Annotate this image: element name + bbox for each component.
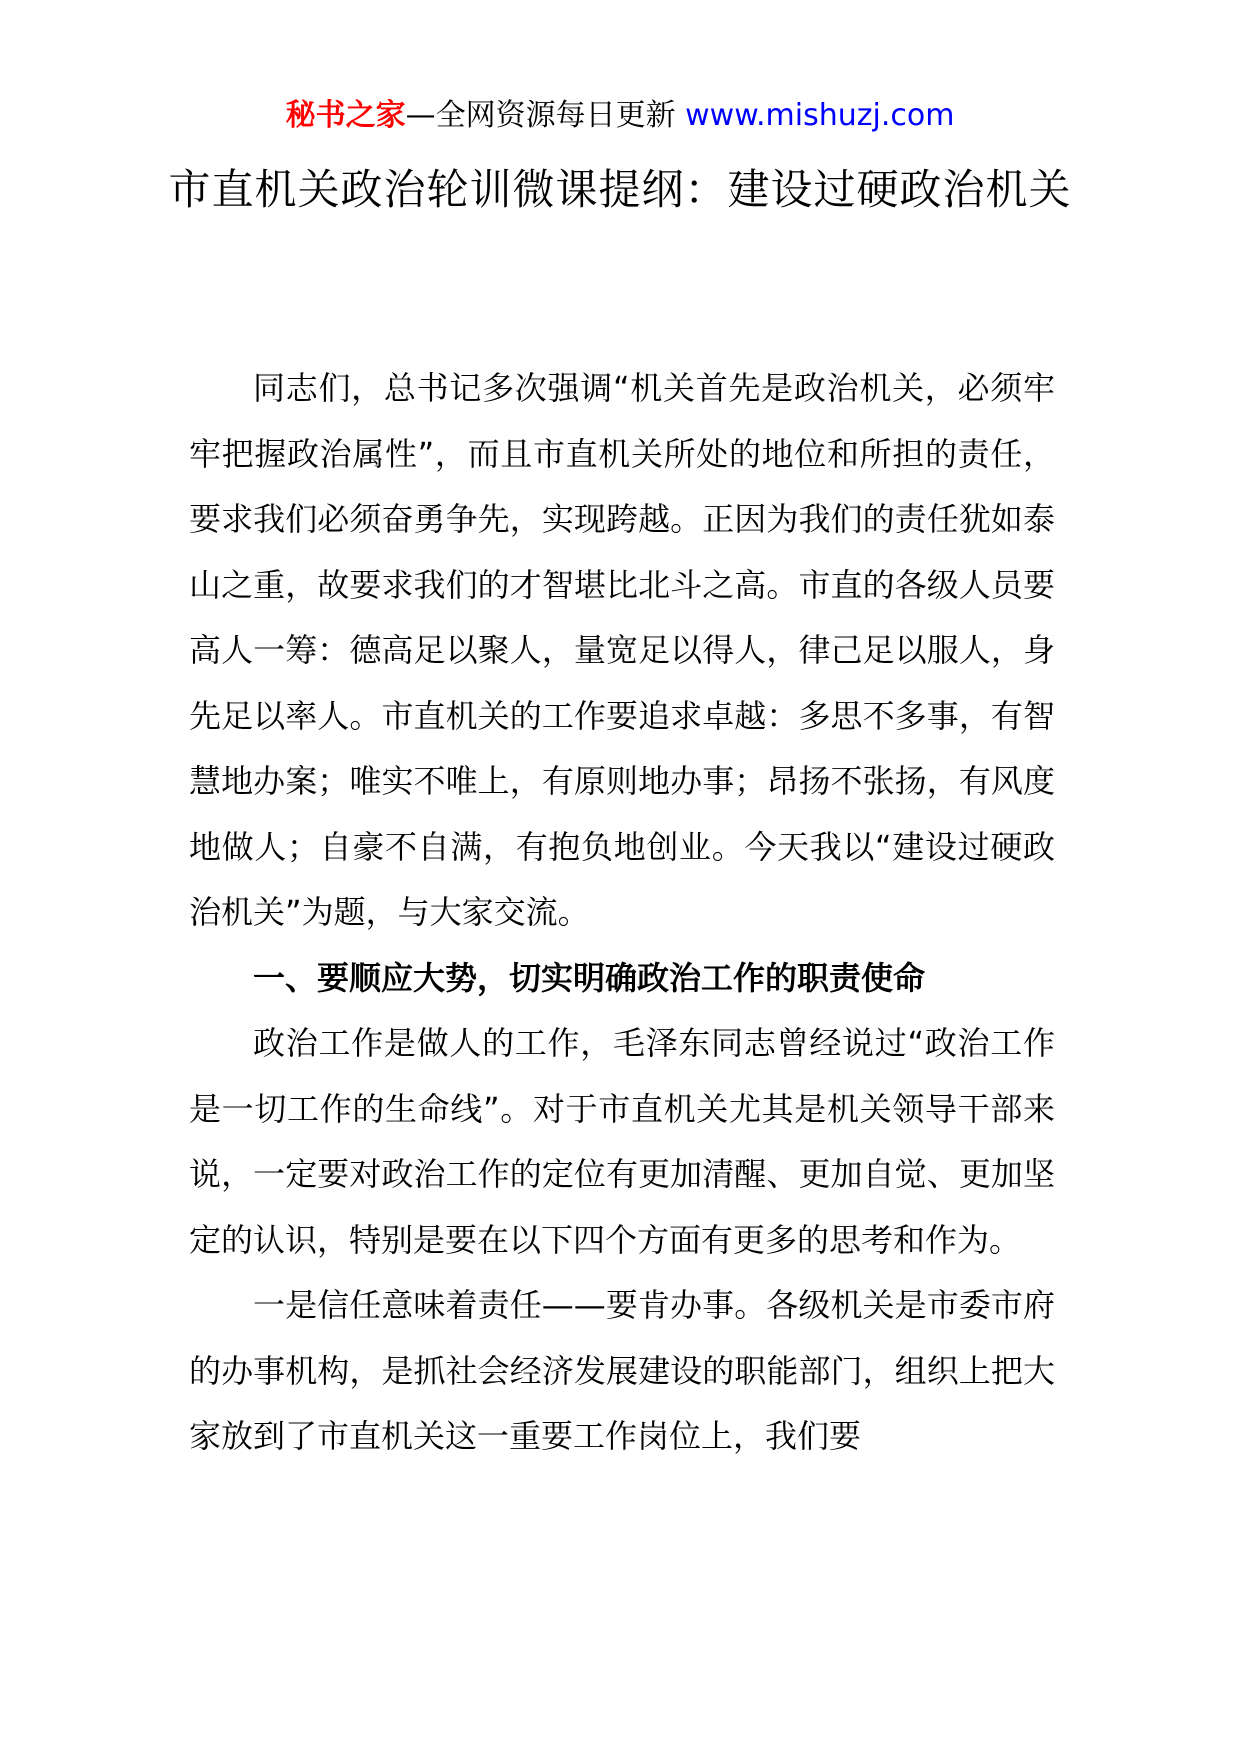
paragraph-intro: 同志们，总书记多次强调“机关首先是政治机关，必须牢牢把握政治属性”，而且市直机关所处的地位和所担的责任，要求我们必须奋勇争先，实现跨越。正因为我们的责任犹如泰山之重，故要求我们的才智堪比北斗之高。市直的各级人员要高人一筹：德高足以聚人，量宽足以得人，律己足以服人，身先足以率人。市直机关的工作要追求卓越：多思不多事，有智慧地办案；唯实不唯上，有原则地办事；昂扬不张扬，有风度地做人；自豪不自满，有抱负地创业。今天我以“建设过硬政治机关”为题，与大家交流。	[189, 369, 1055, 931]
section-heading: 一、要顺应大势，切实明确政治工作的职责使命	[253, 958, 926, 997]
document-body	[189, 356, 1055, 1470]
site-url-link[interactable]: www.mishuzj.com	[685, 98, 955, 133]
paragraph-section-intro: 政治工作是做人的工作，毛泽东同志曾经说过“政治工作是一切工作的生命线”。对于市直机关尤其是机关领导干部来说，一定要对政治工作的定位有更加清醒、更加自觉、更加坚定的认识，特别是要在以下四个方面有更多的思考和作为。	[189, 1024, 1055, 1259]
site-tagline: —全网资源每日更新	[405, 98, 676, 133]
paragraph-point-one: 一是信任意味着责任——要肯办事。各级机关是市委市府的办事机构，是抓社会经济发展建设的职能部门，组织上把大家放到了市直机关这一重要工作岗位上，我们要	[189, 1286, 1055, 1455]
site-brand: 秘书之家	[285, 98, 406, 133]
site-header	[0, 96, 1240, 136]
document-title: 市直机关政治轮训微课提纲：建设过硬政治机关	[168, 165, 1072, 214]
